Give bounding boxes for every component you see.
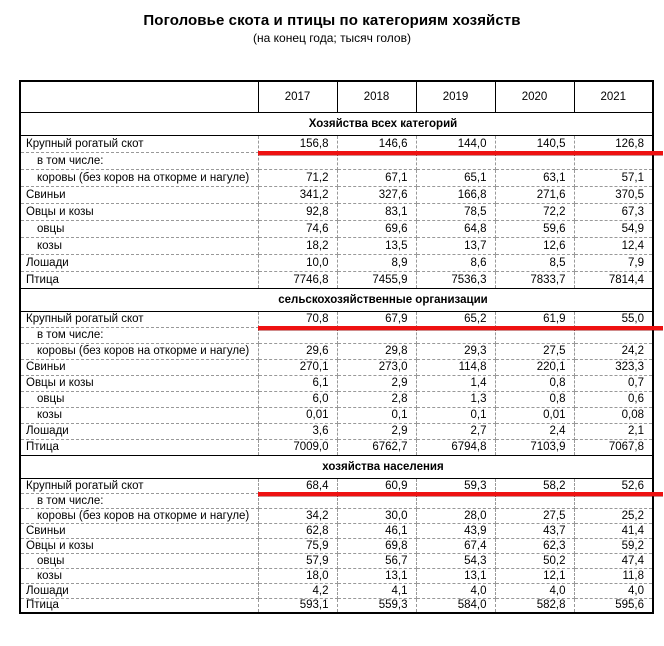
- value-cell: 71,2: [258, 169, 337, 186]
- value-cell: 156,8: [258, 135, 337, 152]
- table-section-2: [20, 455, 653, 613]
- value-cell: 83,1: [337, 203, 416, 220]
- year-header-2019: 2019: [416, 81, 495, 112]
- empty-corner-cell: [20, 81, 258, 112]
- value-cell: 27,5: [495, 508, 574, 523]
- table-row: [20, 407, 653, 423]
- value-cell: [258, 152, 337, 169]
- table-row: [20, 271, 653, 288]
- row-label: Крупный рогатый скот: [20, 135, 258, 152]
- value-cell: 67,9: [337, 311, 416, 327]
- table-row: [20, 568, 653, 583]
- value-cell: 271,6: [495, 186, 574, 203]
- row-label: Птица: [20, 439, 258, 455]
- value-cell: 67,4: [416, 538, 495, 553]
- value-cell: 10,0: [258, 254, 337, 271]
- value-cell: 41,4: [574, 523, 653, 538]
- value-cell: 8,5: [495, 254, 574, 271]
- row-label: коровы (без коров на откорме и нагуле): [20, 508, 258, 523]
- value-cell: 67,3: [574, 203, 653, 220]
- section-header-row: [20, 112, 653, 135]
- section-header-label: Хозяйства всех категорий: [20, 112, 653, 135]
- value-cell: 2,8: [337, 391, 416, 407]
- table-row: [20, 237, 653, 254]
- table-row: [20, 220, 653, 237]
- value-cell: 55,0: [574, 311, 653, 327]
- value-cell: 270,1: [258, 359, 337, 375]
- value-cell: 6762,7: [337, 439, 416, 455]
- row-label: Лошади: [20, 423, 258, 439]
- value-cell: 8,9: [337, 254, 416, 271]
- value-cell: 1,3: [416, 391, 495, 407]
- value-cell: 370,5: [574, 186, 653, 203]
- value-cell: 50,2: [495, 553, 574, 568]
- value-cell: 74,6: [258, 220, 337, 237]
- table-row: [20, 598, 653, 613]
- value-cell: 30,0: [337, 508, 416, 523]
- row-label: овцы: [20, 220, 258, 237]
- value-cell: 144,0: [416, 135, 495, 152]
- row-label: козы: [20, 407, 258, 423]
- table-row: [20, 583, 653, 598]
- value-cell: 1,4: [416, 375, 495, 391]
- row-label: Овцы и козы: [20, 375, 258, 391]
- value-cell: 27,5: [495, 343, 574, 359]
- value-cell: 60,9: [337, 478, 416, 493]
- value-cell: 57,9: [258, 553, 337, 568]
- table-row: [20, 343, 653, 359]
- value-cell: 273,0: [337, 359, 416, 375]
- value-cell: 593,1: [258, 598, 337, 613]
- value-cell: 43,9: [416, 523, 495, 538]
- livestock-table: [19, 80, 654, 614]
- row-label: Крупный рогатый скот: [20, 478, 258, 493]
- table-row: [20, 391, 653, 407]
- value-cell: 166,8: [416, 186, 495, 203]
- table-row: [20, 254, 653, 271]
- row-label: Птица: [20, 598, 258, 613]
- table-row: [20, 553, 653, 568]
- value-cell: 0,1: [416, 407, 495, 423]
- table-row: [20, 359, 653, 375]
- value-cell: 59,3: [416, 478, 495, 493]
- value-cell: 323,3: [574, 359, 653, 375]
- value-cell: 67,1: [337, 169, 416, 186]
- value-cell: 584,0: [416, 598, 495, 613]
- value-cell: 341,2: [258, 186, 337, 203]
- value-cell: 8,6: [416, 254, 495, 271]
- table-row: [20, 375, 653, 391]
- value-cell: 4,2: [258, 583, 337, 598]
- value-cell: 6,1: [258, 375, 337, 391]
- value-cell: 559,3: [337, 598, 416, 613]
- value-cell: 12,1: [495, 568, 574, 583]
- value-cell: 29,3: [416, 343, 495, 359]
- value-cell: 54,9: [574, 220, 653, 237]
- table-row: [20, 523, 653, 538]
- value-cell: 62,3: [495, 538, 574, 553]
- year-header-2017: 2017: [258, 81, 337, 112]
- row-label: овцы: [20, 391, 258, 407]
- value-cell: 595,6: [574, 598, 653, 613]
- value-cell: 59,2: [574, 538, 653, 553]
- value-cell: 0,8: [495, 375, 574, 391]
- value-cell: 58,2: [495, 478, 574, 493]
- value-cell: 114,8: [416, 359, 495, 375]
- table-row: [20, 169, 653, 186]
- row-label: Овцы и козы: [20, 538, 258, 553]
- value-cell: 64,8: [416, 220, 495, 237]
- value-cell: 2,4: [495, 423, 574, 439]
- value-cell: 0,08: [574, 407, 653, 423]
- value-cell: 72,2: [495, 203, 574, 220]
- row-label: Лошади: [20, 254, 258, 271]
- value-cell: 2,7: [416, 423, 495, 439]
- value-cell: 582,8: [495, 598, 574, 613]
- value-cell: 7455,9: [337, 271, 416, 288]
- row-label: Овцы и козы: [20, 203, 258, 220]
- table-row: [20, 478, 653, 493]
- value-cell: [416, 152, 495, 169]
- table-row: [20, 152, 653, 169]
- value-cell: 18,0: [258, 568, 337, 583]
- section-header-label: хозяйства населения: [20, 455, 653, 478]
- table-row: [20, 439, 653, 455]
- value-cell: 0,01: [258, 407, 337, 423]
- year-header-2018: 2018: [337, 81, 416, 112]
- row-label: Крупный рогатый скот: [20, 311, 258, 327]
- row-label: коровы (без коров на откорме и нагуле): [20, 343, 258, 359]
- value-cell: 56,7: [337, 553, 416, 568]
- value-cell: 3,6: [258, 423, 337, 439]
- section-header-row: [20, 288, 653, 311]
- year-header-2020: 2020: [495, 81, 574, 112]
- value-cell: 43,7: [495, 523, 574, 538]
- value-cell: 29,8: [337, 343, 416, 359]
- table-row: [20, 423, 653, 439]
- value-cell: 0,1: [337, 407, 416, 423]
- value-cell: 7746,8: [258, 271, 337, 288]
- value-cell: 12,4: [574, 237, 653, 254]
- row-label: в том числе:: [20, 493, 258, 508]
- value-cell: 0,8: [495, 391, 574, 407]
- value-cell: 2,9: [337, 423, 416, 439]
- years-header-row: [20, 81, 653, 112]
- value-cell: 220,1: [495, 359, 574, 375]
- row-label: в том числе:: [20, 152, 258, 169]
- value-cell: 75,9: [258, 538, 337, 553]
- value-cell: 13,1: [416, 568, 495, 583]
- value-cell: 4,0: [416, 583, 495, 598]
- value-cell: 47,4: [574, 553, 653, 568]
- value-cell: 126,8: [574, 135, 653, 152]
- value-cell: 59,6: [495, 220, 574, 237]
- row-label: овцы: [20, 553, 258, 568]
- table-row: [20, 311, 653, 327]
- table-row: [20, 508, 653, 523]
- value-cell: 6,0: [258, 391, 337, 407]
- value-cell: [495, 152, 574, 169]
- value-cell: 0,7: [574, 375, 653, 391]
- value-cell: 63,1: [495, 169, 574, 186]
- page-subtitle: (на конец года; тысяч голов): [253, 31, 411, 45]
- table-row: [20, 186, 653, 203]
- value-cell: 13,5: [337, 237, 416, 254]
- value-cell: 78,5: [416, 203, 495, 220]
- value-cell: 61,9: [495, 311, 574, 327]
- value-cell: 24,2: [574, 343, 653, 359]
- row-label: Лошади: [20, 583, 258, 598]
- value-cell: 57,1: [574, 169, 653, 186]
- value-cell: 28,0: [416, 508, 495, 523]
- value-cell: 4,0: [495, 583, 574, 598]
- value-cell: 146,6: [337, 135, 416, 152]
- value-cell: 69,6: [337, 220, 416, 237]
- row-label: в том числе:: [20, 327, 258, 343]
- value-cell: 4,1: [337, 583, 416, 598]
- value-cell: 7536,3: [416, 271, 495, 288]
- value-cell: 46,1: [337, 523, 416, 538]
- value-cell: 2,1: [574, 423, 653, 439]
- value-cell: 2,9: [337, 375, 416, 391]
- value-cell: 54,3: [416, 553, 495, 568]
- value-cell: 29,6: [258, 343, 337, 359]
- value-cell: 65,1: [416, 169, 495, 186]
- table-section-1: [20, 288, 653, 455]
- value-cell: 0,6: [574, 391, 653, 407]
- value-cell: 4,0: [574, 583, 653, 598]
- row-label: Свиньи: [20, 359, 258, 375]
- row-label: коровы (без коров на откорме и нагуле): [20, 169, 258, 186]
- value-cell: 70,8: [258, 311, 337, 327]
- value-cell: 65,2: [416, 311, 495, 327]
- value-cell: 69,8: [337, 538, 416, 553]
- value-cell: 7103,9: [495, 439, 574, 455]
- table-section-0: [20, 112, 653, 288]
- value-cell: 13,1: [337, 568, 416, 583]
- table-row: [20, 538, 653, 553]
- value-cell: 62,8: [258, 523, 337, 538]
- value-cell: 18,2: [258, 237, 337, 254]
- value-cell: 68,4: [258, 478, 337, 493]
- row-label: Птица: [20, 271, 258, 288]
- row-label: Свиньи: [20, 523, 258, 538]
- value-cell: [574, 152, 653, 169]
- value-cell: 25,2: [574, 508, 653, 523]
- value-cell: 11,8: [574, 568, 653, 583]
- value-cell: 7833,7: [495, 271, 574, 288]
- value-cell: 7009,0: [258, 439, 337, 455]
- value-cell: 6794,8: [416, 439, 495, 455]
- section-header-label: сельскохозяйственные организации: [20, 288, 653, 311]
- table-row: [20, 203, 653, 220]
- row-label: Свиньи: [20, 186, 258, 203]
- value-cell: 0,01: [495, 407, 574, 423]
- value-cell: 13,7: [416, 237, 495, 254]
- row-label: козы: [20, 568, 258, 583]
- page-title: Поголовье скота и птицы по категориям хозяйств: [143, 12, 521, 29]
- value-cell: [337, 152, 416, 169]
- value-cell: 327,6: [337, 186, 416, 203]
- year-header-2021: 2021: [574, 81, 653, 112]
- value-cell: 7067,8: [574, 439, 653, 455]
- value-cell: 7,9: [574, 254, 653, 271]
- value-cell: 7814,4: [574, 271, 653, 288]
- value-cell: 92,8: [258, 203, 337, 220]
- value-cell: 34,2: [258, 508, 337, 523]
- section-header-row: [20, 455, 653, 478]
- value-cell: 140,5: [495, 135, 574, 152]
- row-label: козы: [20, 237, 258, 254]
- table-row: [20, 135, 653, 152]
- value-cell: 52,6: [574, 478, 653, 493]
- value-cell: 12,6: [495, 237, 574, 254]
